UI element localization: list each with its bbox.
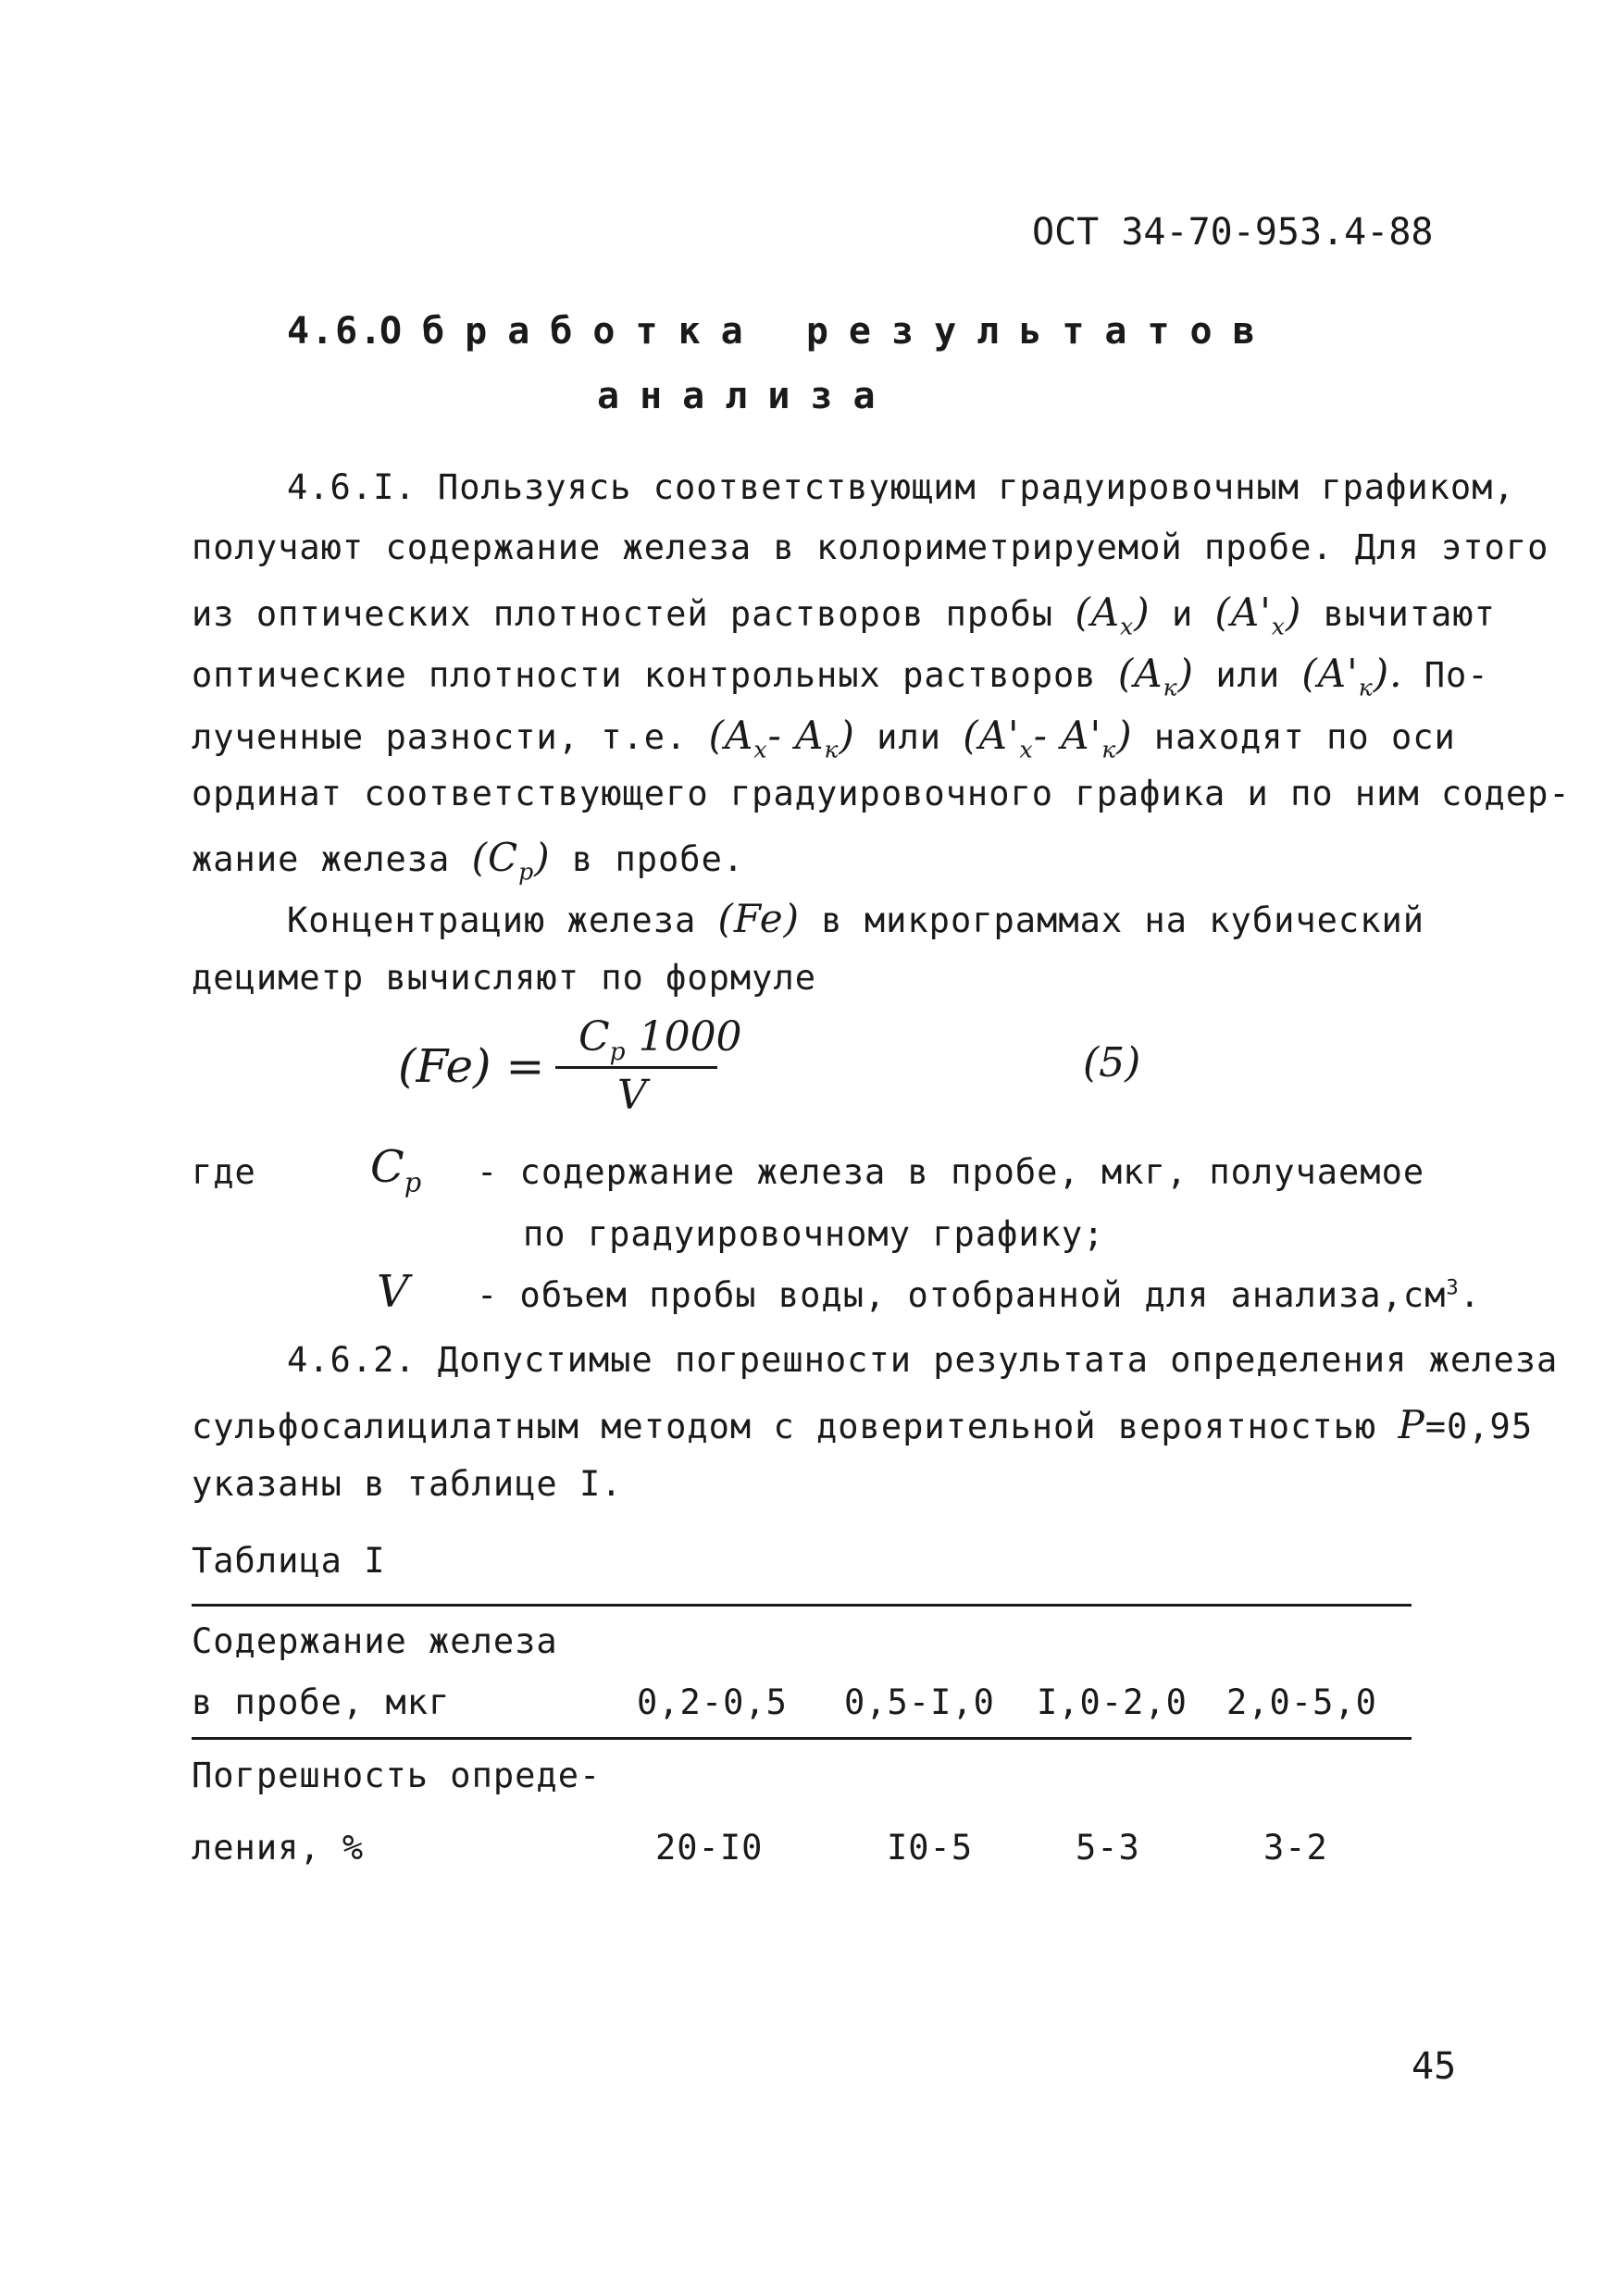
table-cell: I0-5 [887,1828,974,1868]
page-number: 45 [1412,2045,1457,2088]
table-header-rule [192,1737,1412,1740]
conc-line1: Концентрацию железа (Fe) в микрограммах на кубический [287,896,1425,941]
where-v-desc: - объем пробы воды, отобранной для $анализа,см^3$. [477,1275,1482,1315]
where-v-symbol: V [377,1266,409,1318]
table-row-label-2: ления, % [192,1828,365,1868]
formula-lhs: (Fe) = [398,1039,545,1093]
formula-numerator: $C_p$ 1000 [578,1013,742,1066]
table-caption: Таблица I [192,1541,386,1581]
table-top-rule [192,1604,1412,1607]
p462-line1: 4.6.2. Допустимые погрешности результата определения железа [287,1340,1559,1380]
section-title-line2: анализа [597,375,896,417]
p461-line2: получают содержание железа в колориметрируемой пробе. Для этого [192,527,1549,567]
table-row-label-1: Погрешность опреде- [192,1756,602,1795]
table-col-header: 0,2-0,5 [637,1682,788,1722]
table-col-header: I,0-2,0 [1037,1682,1188,1722]
p461-line4: оптические плотности контрольных растворов $(A_к)$ или $(A'_к)$. По- [192,651,1489,701]
table-col-header: 2,0-5,0 [1226,1682,1377,1722]
where-cp-symbol: $C_p$ [370,1141,422,1198]
where-label: где [192,1152,256,1192]
p461-line1: 4.6.I. Пользуясь соответствующим градуировочным графиком, [287,467,1515,507]
where-cp-desc2: по градуировочному графику; [523,1214,1105,1254]
p462-line2: сульфосалицилатным методом с доверительной вероятностью P=0,95 [192,1402,1534,1447]
table-header-label-1: Содержание железа [192,1621,558,1661]
formula-number: (5) [1083,1039,1141,1086]
table-cell: 3-2 [1263,1828,1328,1868]
document-code: ОСТ 34-70-953.4-88 [1032,211,1434,254]
table-cell: 20-I0 [655,1828,764,1868]
p461-line7: жание железа $(C_p)$ в пробе. [192,835,745,886]
formula-denominator: V [617,1072,647,1119]
p461-line5: лученные разности, т.е. ($A_x-$ $A_к$) или ($A'_x-$ $A'_к$) находят по оси [192,713,1456,763]
table-header-label-2: в пробе, мкг [192,1682,451,1722]
table-col-header: 0,5-I,0 [844,1682,995,1722]
where-cp-desc1: - содержание железа в пробе, мкг, получаемое [477,1152,1425,1192]
formula-fraction-bar [555,1066,717,1069]
p461-line6: ординат соответствующего градуировочного графика и по ним содер- [192,774,1571,813]
section-title-line1: Обработка результатов [379,310,1275,353]
p462-line3: указаны в таблице I. [192,1464,623,1504]
p461-line3: из оптических плотностей растворов пробы $(A_x)$ и $(A'_x)$ вычитают [192,590,1496,640]
conc-line2: дециметр вычисляют по формуле [192,958,817,998]
table-cell: 5-3 [1076,1828,1140,1868]
section-number: 4.6. [287,310,384,353]
